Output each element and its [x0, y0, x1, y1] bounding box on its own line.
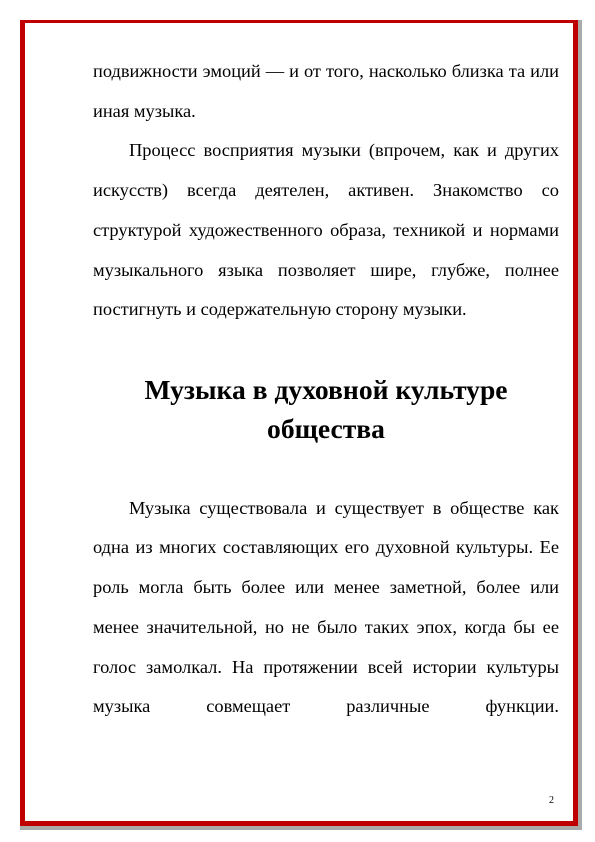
spacer — [93, 449, 559, 489]
paragraph-continuation: подвижности эмоций — и от того, насколько близка та или иная музыка. — [93, 61, 559, 121]
paragraph-music-perception: Процесс восприятия музыки (впрочем, как и других искусств) всегда деятелен, активен. Знакомство со структурой художественного образа, техникой и нормами музыкального языка позволяет шире, глубже, полнее постигнуть и содержательную сторону музыки. — [93, 140, 559, 320]
spacer — [93, 330, 559, 370]
page-number: 2 — [549, 795, 554, 806]
page-content — [93, 52, 559, 727]
paragraph-music-in-society: Музыка существовала и существует в обществе как одна из многих составляющих его духовной культуры. Ее роль могла быть более или менее заметной, более или менее значительной, но не было таких эпох, когда бы ее голос замолкал. На протяжении всей истории культуры музыка совмещает различные функции. — [93, 497, 559, 717]
section-heading: Музыка в духовной культуре общества — [144, 373, 508, 445]
